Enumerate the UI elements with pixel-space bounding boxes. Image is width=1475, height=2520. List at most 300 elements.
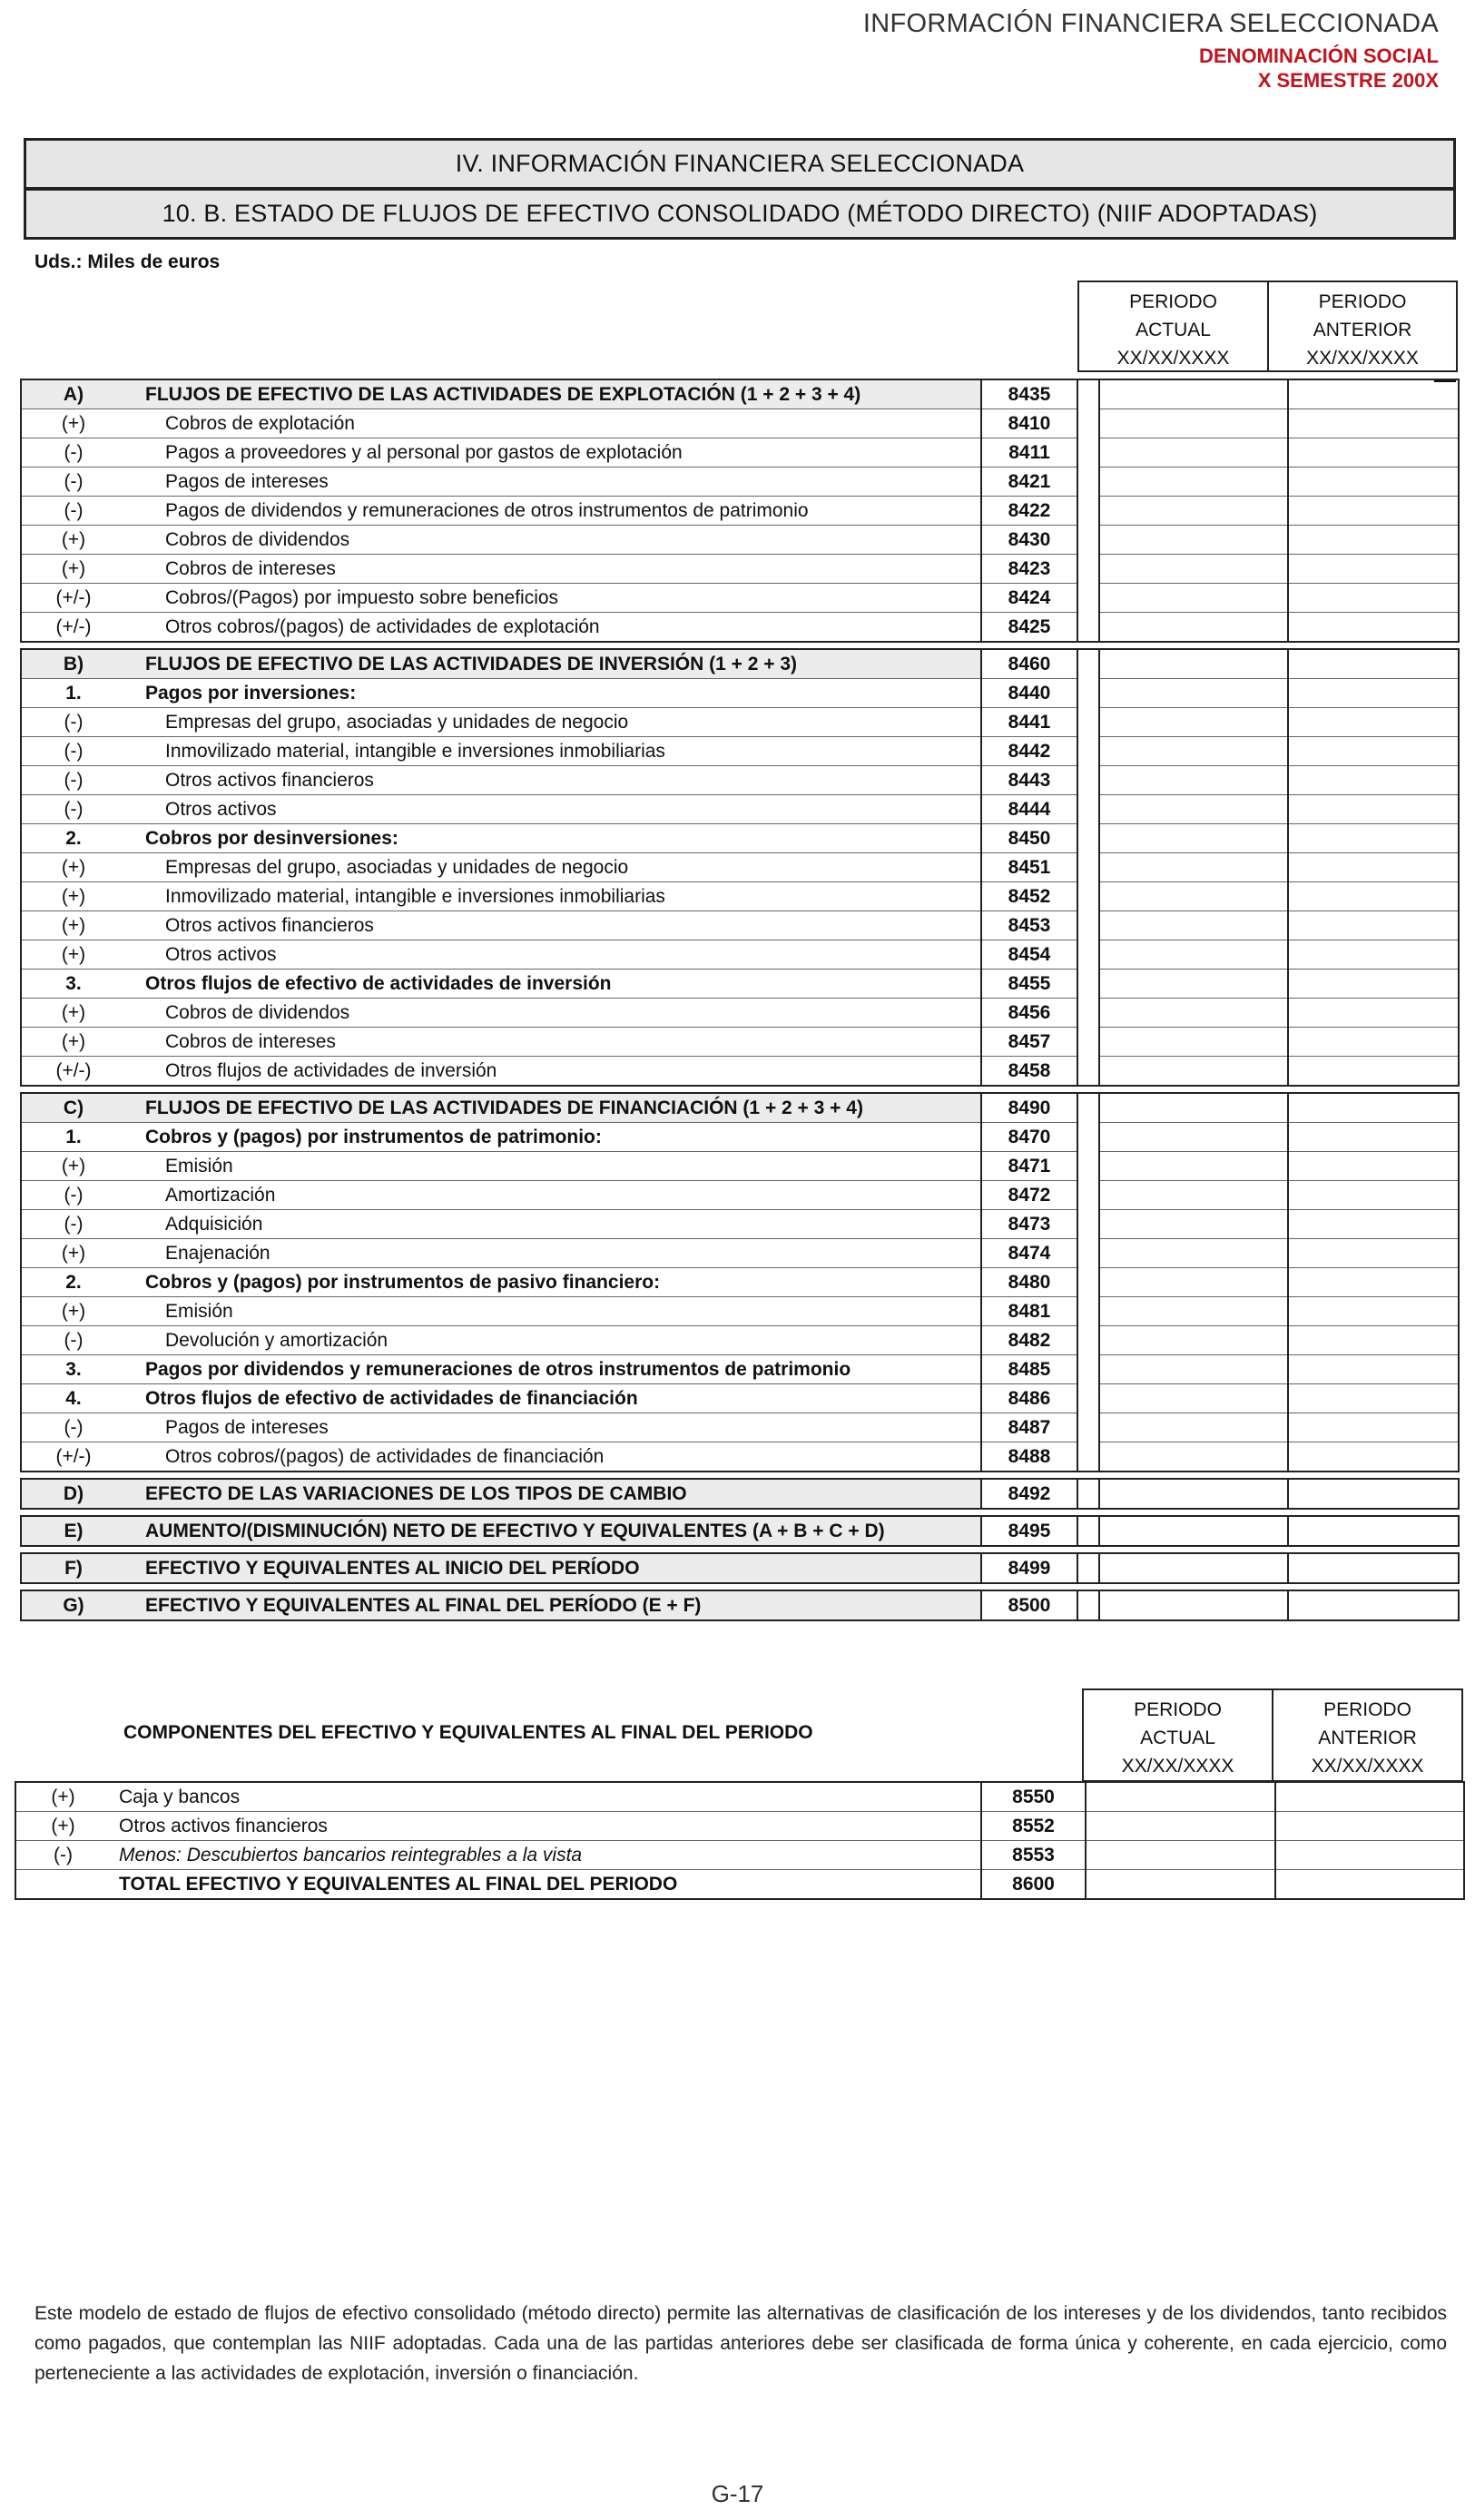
row-label: Pagos de intereses xyxy=(125,1413,981,1442)
value-current-cell[interactable] xyxy=(1099,1210,1288,1239)
row-sign xyxy=(15,1870,110,1900)
row-sign: (+) xyxy=(15,1812,110,1841)
row-label: EFECTO DE LAS VARIACIONES DE LOS TIPOS DE CAMBIO xyxy=(125,1479,981,1509)
row-code: 8495 xyxy=(981,1516,1077,1546)
row-label: Otros activos financieros xyxy=(125,766,981,795)
value-current-cell[interactable] xyxy=(1099,1479,1288,1509)
value-previous-cell[interactable] xyxy=(1288,1181,1459,1210)
row-sign: (+) xyxy=(21,940,125,970)
group-spacer-cell xyxy=(21,1086,1459,1093)
row-sign: (+/-) xyxy=(21,613,125,643)
value-current-cell[interactable] xyxy=(1099,1355,1288,1384)
row-label: Pagos a proveedores y al personal por gastos de explotación xyxy=(125,438,981,468)
row-gap xyxy=(1077,708,1099,737)
row-sign: E) xyxy=(21,1516,125,1546)
row-gap xyxy=(1077,555,1099,584)
row-label: EFECTIVO Y EQUIVALENTES AL FINAL DEL PERÍODO (E + F) xyxy=(125,1590,981,1620)
table-row xyxy=(21,555,1459,584)
value-current-cell[interactable] xyxy=(1099,1553,1288,1583)
table-row xyxy=(21,1152,1459,1181)
row-code: 8435 xyxy=(981,379,1077,409)
row-sign: (-) xyxy=(21,708,125,737)
column-header-line: XX/XX/XXXX xyxy=(1121,1756,1234,1777)
value-previous-cell[interactable] xyxy=(1288,555,1459,584)
value-current-cell[interactable] xyxy=(1099,1413,1288,1442)
units-label: Uds.: Miles de euros xyxy=(34,251,221,272)
row-sign: (-) xyxy=(21,497,125,526)
row-code: 8552 xyxy=(981,1812,1086,1841)
row-label: Cobros y (pagos) por instrumentos de pasivo financiero: xyxy=(125,1268,981,1297)
row-label: Menos: Descubiertos bancarios reintegrables a la vista xyxy=(110,1841,981,1870)
row-sign: 2. xyxy=(21,824,125,853)
value-current-cell[interactable] xyxy=(1099,1093,1288,1123)
row-label: Devolución y amortización xyxy=(125,1326,981,1355)
row-gap xyxy=(1077,1355,1099,1384)
value-current-cell[interactable] xyxy=(1099,708,1288,737)
row-code: 8481 xyxy=(981,1297,1077,1326)
column-header-line: ACTUAL xyxy=(1136,320,1211,340)
row-gap xyxy=(1077,1123,1099,1152)
value-previous-cell[interactable] xyxy=(1288,940,1459,970)
table-row xyxy=(21,1239,1459,1268)
column-header-line: ACTUAL xyxy=(1140,1728,1215,1748)
section-header-row xyxy=(21,379,1459,409)
value-current-cell[interactable] xyxy=(1099,409,1288,438)
row-gap xyxy=(1077,613,1099,643)
value-current-cell[interactable] xyxy=(1099,1384,1288,1413)
table-row xyxy=(21,882,1459,911)
value-current-cell[interactable] xyxy=(1099,1590,1288,1620)
row-code: 8499 xyxy=(981,1553,1077,1583)
table-row xyxy=(15,1841,1464,1870)
column-header-line: PERIODO xyxy=(1323,1699,1411,1720)
row-gap xyxy=(1077,1297,1099,1326)
table-row xyxy=(21,1028,1459,1057)
row-gap xyxy=(1077,1326,1099,1355)
row-sign: 1. xyxy=(21,1123,125,1152)
group-spacer xyxy=(21,1086,1459,1093)
table-row xyxy=(21,1297,1459,1326)
value-current-cell[interactable] xyxy=(1099,613,1288,643)
row-sign: 4. xyxy=(21,1384,125,1413)
column-header-line: ANTERIOR xyxy=(1318,1728,1417,1748)
row-code: 8471 xyxy=(981,1152,1077,1181)
table-row xyxy=(21,1413,1459,1442)
row-gap xyxy=(1077,737,1099,766)
row-gap xyxy=(1077,679,1099,708)
row-code: 8450 xyxy=(981,824,1077,853)
value-previous-cell[interactable] xyxy=(1288,1297,1459,1326)
table-row xyxy=(21,438,1459,468)
table-row xyxy=(21,940,1459,970)
value-previous-cell[interactable] xyxy=(1288,795,1459,824)
row-code: 8482 xyxy=(981,1326,1077,1355)
column-header-previous xyxy=(1267,281,1458,372)
cash-flow-table xyxy=(20,379,1460,1621)
row-label: Otros cobros/(pagos) de actividades de explotación xyxy=(125,613,981,643)
row-gap xyxy=(1077,1239,1099,1268)
table-row xyxy=(21,584,1459,613)
row-code: 8473 xyxy=(981,1210,1077,1239)
row-gap xyxy=(1077,853,1099,882)
row-sign: (-) xyxy=(21,737,125,766)
row-label: Empresas del grupo, asociadas y unidades de negocio xyxy=(125,853,981,882)
row-gap xyxy=(1077,795,1099,824)
value-previous-cell[interactable] xyxy=(1288,911,1459,940)
group-spacer xyxy=(21,642,1459,649)
document-header-title: INFORMACIÓN FINANCIERA SELECCIONADA xyxy=(862,9,1439,38)
table-row xyxy=(21,1210,1459,1239)
row-code: 8421 xyxy=(981,468,1077,497)
value-previous-cell[interactable] xyxy=(1288,1028,1459,1057)
row-code: 8456 xyxy=(981,999,1077,1028)
group-spacer xyxy=(21,1583,1459,1590)
row-code: 8490 xyxy=(981,1093,1077,1123)
value-previous-cell[interactable] xyxy=(1288,1268,1459,1297)
row-label: Pagos por inversiones: xyxy=(125,679,981,708)
value-previous-cell[interactable] xyxy=(1288,1516,1459,1546)
row-code: 8452 xyxy=(981,882,1077,911)
row-code: 8460 xyxy=(981,649,1077,679)
row-sign: (+) xyxy=(21,526,125,555)
table-row xyxy=(21,911,1459,940)
row-label: FLUJOS DE EFECTIVO DE LAS ACTIVIDADES DE EXPLOTACIÓN (1 + 2 + 3 + 4) xyxy=(125,379,981,409)
row-gap xyxy=(1077,824,1099,853)
column-header-line: XX/XX/XXXX xyxy=(1311,1756,1424,1777)
value-previous-cell[interactable] xyxy=(1288,497,1459,526)
row-sign: (-) xyxy=(21,468,125,497)
value-previous-cell[interactable] xyxy=(1288,649,1459,679)
table-row xyxy=(21,795,1459,824)
value-previous-cell[interactable] xyxy=(1288,1326,1459,1355)
value-previous-cell[interactable] xyxy=(1288,526,1459,555)
value-previous-cell[interactable] xyxy=(1288,584,1459,613)
value-current-cell[interactable] xyxy=(1099,882,1288,911)
row-sign: (-) xyxy=(21,1326,125,1355)
row-sign: (+) xyxy=(21,1297,125,1326)
row-sign: 3. xyxy=(21,1355,125,1384)
table-row xyxy=(21,824,1459,853)
row-code: 8488 xyxy=(981,1442,1077,1472)
section-header-row xyxy=(21,1516,1459,1546)
value-current-cell[interactable] xyxy=(1099,1297,1288,1326)
row-code: 8470 xyxy=(981,1123,1077,1152)
value-previous-cell[interactable] xyxy=(1275,1812,1464,1841)
value-previous-cell[interactable] xyxy=(1275,1782,1464,1812)
row-gap xyxy=(1077,468,1099,497)
value-current-cell[interactable] xyxy=(1099,468,1288,497)
column-header-line: ANTERIOR xyxy=(1313,320,1412,340)
table-row xyxy=(21,1326,1459,1355)
value-current-cell[interactable] xyxy=(1099,1268,1288,1297)
row-gap xyxy=(1077,999,1099,1028)
row-sign: 3. xyxy=(21,970,125,999)
row-sign: (+/-) xyxy=(21,584,125,613)
row-sign: D) xyxy=(21,1479,125,1509)
row-sign: (-) xyxy=(21,766,125,795)
table-row xyxy=(21,526,1459,555)
row-sign: (+/-) xyxy=(21,1442,125,1472)
table-row xyxy=(21,853,1459,882)
value-current-cell[interactable] xyxy=(1086,1812,1275,1841)
row-label: Enajenación xyxy=(125,1239,981,1268)
row-code: 8472 xyxy=(981,1181,1077,1210)
table-row xyxy=(21,1268,1459,1297)
row-code: 8410 xyxy=(981,409,1077,438)
value-previous-cell[interactable] xyxy=(1288,1590,1459,1620)
value-previous-cell[interactable] xyxy=(1288,409,1459,438)
row-label: FLUJOS DE EFECTIVO DE LAS ACTIVIDADES DE FINANCIACIÓN (1 + 2 + 3 + 4) xyxy=(125,1093,981,1123)
row-sign: (+) xyxy=(21,999,125,1028)
row-sign: G) xyxy=(21,1590,125,1620)
group-spacer xyxy=(21,1472,1459,1479)
row-label: Otros activos financieros xyxy=(110,1812,981,1841)
value-previous-cell[interactable] xyxy=(1288,1057,1459,1087)
value-current-cell[interactable] xyxy=(1099,766,1288,795)
table-row xyxy=(21,1384,1459,1413)
value-current-cell[interactable] xyxy=(1099,737,1288,766)
row-gap xyxy=(1077,970,1099,999)
row-code: 8458 xyxy=(981,1057,1077,1087)
row-label: FLUJOS DE EFECTIVO DE LAS ACTIVIDADES DE INVERSIÓN (1 + 2 + 3) xyxy=(125,649,981,679)
group-spacer-cell xyxy=(21,1583,1459,1590)
table-row xyxy=(21,679,1459,708)
table-row xyxy=(15,1812,1464,1841)
value-previous-cell[interactable] xyxy=(1288,379,1459,409)
value-previous-cell[interactable] xyxy=(1288,999,1459,1028)
row-code: 8455 xyxy=(981,970,1077,999)
row-label: Cobros de dividendos xyxy=(125,526,981,555)
value-previous-cell[interactable] xyxy=(1275,1841,1464,1870)
row-label: Otros flujos de actividades de inversión xyxy=(125,1057,981,1087)
group-spacer-cell xyxy=(21,1472,1459,1479)
section-header-row xyxy=(21,1479,1459,1509)
table-row xyxy=(21,999,1459,1028)
row-code: 8411 xyxy=(981,438,1077,468)
value-previous-cell[interactable] xyxy=(1288,438,1459,468)
row-label: Cobros de intereses xyxy=(125,555,981,584)
row-label: Pagos por dividendos y remuneraciones de otros instrumentos de patrimonio xyxy=(125,1355,981,1384)
statement-banner: 10. B. ESTADO DE FLUJOS DE EFECTIVO CONSOLIDADO (MÉTODO DIRECTO) (NIIF ADOPTADAS) xyxy=(24,188,1456,240)
group-spacer xyxy=(21,1509,1459,1516)
row-gap xyxy=(1077,526,1099,555)
value-current-cell[interactable] xyxy=(1099,438,1288,468)
value-current-cell[interactable] xyxy=(1099,1442,1288,1472)
row-label: Caja y bancos xyxy=(110,1782,981,1812)
row-label: Cobros/(Pagos) por impuesto sobre beneficios xyxy=(125,584,981,613)
row-sign: 1. xyxy=(21,679,125,708)
value-current-cell[interactable] xyxy=(1099,584,1288,613)
entity-name: DENOMINACIÓN SOCIAL xyxy=(1199,44,1439,67)
row-gap xyxy=(1077,1181,1099,1210)
row-code: 8487 xyxy=(981,1413,1077,1442)
column-header-line: PERIODO xyxy=(1134,1699,1222,1720)
value-current-cell[interactable] xyxy=(1099,526,1288,555)
row-label: TOTAL EFECTIVO Y EQUIVALENTES AL FINAL DEL PERIODO xyxy=(110,1870,981,1900)
row-gap xyxy=(1077,1152,1099,1181)
components-column-header-current xyxy=(1082,1688,1273,1782)
row-sign: (+) xyxy=(21,853,125,882)
row-gap xyxy=(1077,649,1099,679)
value-previous-cell[interactable] xyxy=(1288,613,1459,643)
value-current-cell[interactable] xyxy=(1099,1239,1288,1268)
row-label: Otros cobros/(pagos) de actividades de financiación xyxy=(125,1442,981,1472)
value-current-cell[interactable] xyxy=(1086,1841,1275,1870)
row-gap xyxy=(1077,1553,1099,1583)
value-previous-cell[interactable] xyxy=(1288,882,1459,911)
row-gap xyxy=(1077,438,1099,468)
row-code: 8453 xyxy=(981,911,1077,940)
value-previous-cell[interactable] xyxy=(1288,1442,1459,1472)
value-previous-cell[interactable] xyxy=(1288,1355,1459,1384)
value-previous-cell[interactable] xyxy=(1288,1384,1459,1413)
row-label: Adquisición xyxy=(125,1210,981,1239)
group-spacer-cell xyxy=(21,642,1459,649)
value-previous-cell[interactable] xyxy=(1288,766,1459,795)
value-previous-cell[interactable] xyxy=(1288,1123,1459,1152)
value-current-cell[interactable] xyxy=(1099,1057,1288,1087)
row-gap xyxy=(1077,940,1099,970)
row-sign: (+) xyxy=(21,1028,125,1057)
row-label: AUMENTO/(DISMINUCIÓN) NETO DE EFECTIVO Y EQUIVALENTES (A + B + C + D) xyxy=(125,1516,981,1546)
group-spacer xyxy=(21,1546,1459,1553)
row-code: 8422 xyxy=(981,497,1077,526)
value-previous-cell[interactable] xyxy=(1288,1239,1459,1268)
section-header-row xyxy=(21,1553,1459,1583)
row-label: Inmovilizado material, intangible e inversiones inmobiliarias xyxy=(125,737,981,766)
value-current-cell[interactable] xyxy=(1086,1870,1275,1900)
row-code: 8500 xyxy=(981,1590,1077,1620)
value-current-cell[interactable] xyxy=(1086,1782,1275,1812)
row-label: Otros activos xyxy=(125,795,981,824)
value-current-cell[interactable] xyxy=(1099,853,1288,882)
row-sign: (+) xyxy=(21,1239,125,1268)
value-previous-cell[interactable] xyxy=(1288,468,1459,497)
value-previous-cell[interactable] xyxy=(1288,737,1459,766)
value-current-cell[interactable] xyxy=(1099,911,1288,940)
components-table xyxy=(15,1781,1465,1900)
row-sign: (-) xyxy=(21,438,125,468)
row-label: Cobros de intereses xyxy=(125,1028,981,1057)
value-current-cell[interactable] xyxy=(1099,555,1288,584)
row-label: Otros activos financieros xyxy=(125,911,981,940)
column-header-line: PERIODO xyxy=(1129,291,1217,312)
row-code: 8485 xyxy=(981,1355,1077,1384)
value-current-cell[interactable] xyxy=(1099,497,1288,526)
row-code: 8444 xyxy=(981,795,1077,824)
footnote: Este modelo de estado de flujos de efectivo consolidado (método directo) permite las alternativas de clasificación de los intereses y de los dividendos, tanto recibidos como pagados, que contemplan las NIIF adoptadas. Cada una de las partidas anteriores debe ser clasificada de forma única y coherente, en cada ejercicio, como perteneciente a las actividades de explotación, inversión o financiación. xyxy=(34,2303,1447,2384)
value-current-cell[interactable] xyxy=(1099,379,1288,409)
value-current-cell[interactable] xyxy=(1099,1326,1288,1355)
table-row xyxy=(21,468,1459,497)
row-label: EFECTIVO Y EQUIVALENTES AL INICIO DEL PERÍODO xyxy=(125,1553,981,1583)
value-current-cell[interactable] xyxy=(1099,649,1288,679)
reporting-period: X SEMESTRE 200X xyxy=(1257,69,1439,92)
row-code: 8474 xyxy=(981,1239,1077,1268)
row-label: Pagos de dividendos y remuneraciones de otros instrumentos de patrimonio xyxy=(125,497,981,526)
row-label: Emisión xyxy=(125,1297,981,1326)
table-row xyxy=(21,708,1459,737)
value-current-cell[interactable] xyxy=(1099,795,1288,824)
value-previous-cell[interactable] xyxy=(1288,970,1459,999)
row-sign: (-) xyxy=(21,1181,125,1210)
row-gap xyxy=(1077,766,1099,795)
value-current-cell[interactable] xyxy=(1099,1123,1288,1152)
value-current-cell[interactable] xyxy=(1099,1181,1288,1210)
row-sign: (+) xyxy=(21,882,125,911)
row-label: Cobros de dividendos xyxy=(125,999,981,1028)
value-current-cell[interactable] xyxy=(1099,824,1288,853)
row-code: 8424 xyxy=(981,584,1077,613)
row-gap xyxy=(1077,1093,1099,1123)
row-gap xyxy=(1077,379,1099,409)
value-previous-cell[interactable] xyxy=(1288,1093,1459,1123)
row-sign: (+/-) xyxy=(21,1057,125,1087)
row-code: 8550 xyxy=(981,1782,1086,1812)
value-current-cell[interactable] xyxy=(1099,1152,1288,1181)
row-label: Emisión xyxy=(125,1152,981,1181)
components-column-header-previous xyxy=(1272,1688,1463,1782)
row-code: 8441 xyxy=(981,708,1077,737)
row-code: 8425 xyxy=(981,613,1077,643)
page-number: G-17 xyxy=(711,2480,764,2507)
table-row xyxy=(21,409,1459,438)
table-row xyxy=(21,1123,1459,1152)
value-previous-cell[interactable] xyxy=(1288,1152,1459,1181)
value-previous-cell[interactable] xyxy=(1288,1553,1459,1583)
row-gap xyxy=(1077,1479,1099,1509)
row-code: 8486 xyxy=(981,1384,1077,1413)
row-gap xyxy=(1077,1413,1099,1442)
value-current-cell[interactable] xyxy=(1099,679,1288,708)
row-code: 8443 xyxy=(981,766,1077,795)
value-current-cell[interactable] xyxy=(1099,1028,1288,1057)
row-gap xyxy=(1077,409,1099,438)
value-previous-cell[interactable] xyxy=(1288,708,1459,737)
row-label: Otros flujos de efectivo de actividades de financiación xyxy=(125,1384,981,1413)
table-row xyxy=(21,1355,1459,1384)
row-label: Pagos de intereses xyxy=(125,468,981,497)
value-previous-cell[interactable] xyxy=(1288,824,1459,853)
group-spacer-cell xyxy=(21,1546,1459,1553)
value-previous-cell[interactable] xyxy=(1288,1413,1459,1442)
section-banner: IV. INFORMACIÓN FINANCIERA SELECCIONADA xyxy=(24,138,1456,190)
table-row xyxy=(21,1057,1459,1087)
row-sign: (+) xyxy=(15,1782,110,1812)
value-current-cell[interactable] xyxy=(1099,1516,1288,1546)
value-current-cell[interactable] xyxy=(1099,940,1288,970)
value-previous-cell[interactable] xyxy=(1288,1479,1459,1509)
row-sign: 2. xyxy=(21,1268,125,1297)
row-label: Empresas del grupo, asociadas y unidades de negocio xyxy=(125,708,981,737)
value-previous-cell[interactable] xyxy=(1288,853,1459,882)
value-previous-cell[interactable] xyxy=(1288,679,1459,708)
value-current-cell[interactable] xyxy=(1099,999,1288,1028)
value-current-cell[interactable] xyxy=(1099,970,1288,999)
row-gap xyxy=(1077,1516,1099,1546)
row-sign: (-) xyxy=(15,1841,110,1870)
row-sign: (-) xyxy=(21,1413,125,1442)
row-code: 8600 xyxy=(981,1870,1086,1900)
column-header-line: XX/XX/XXXX xyxy=(1116,348,1230,369)
value-previous-cell[interactable] xyxy=(1275,1870,1464,1900)
row-label: Otros flujos de efectivo de actividades de inversión xyxy=(125,970,981,999)
row-label: Inmovilizado material, intangible e inversiones inmobiliarias xyxy=(125,882,981,911)
value-previous-cell[interactable] xyxy=(1288,1210,1459,1239)
group-spacer-cell xyxy=(21,1509,1459,1516)
row-code: 8442 xyxy=(981,737,1077,766)
table-row xyxy=(21,497,1459,526)
